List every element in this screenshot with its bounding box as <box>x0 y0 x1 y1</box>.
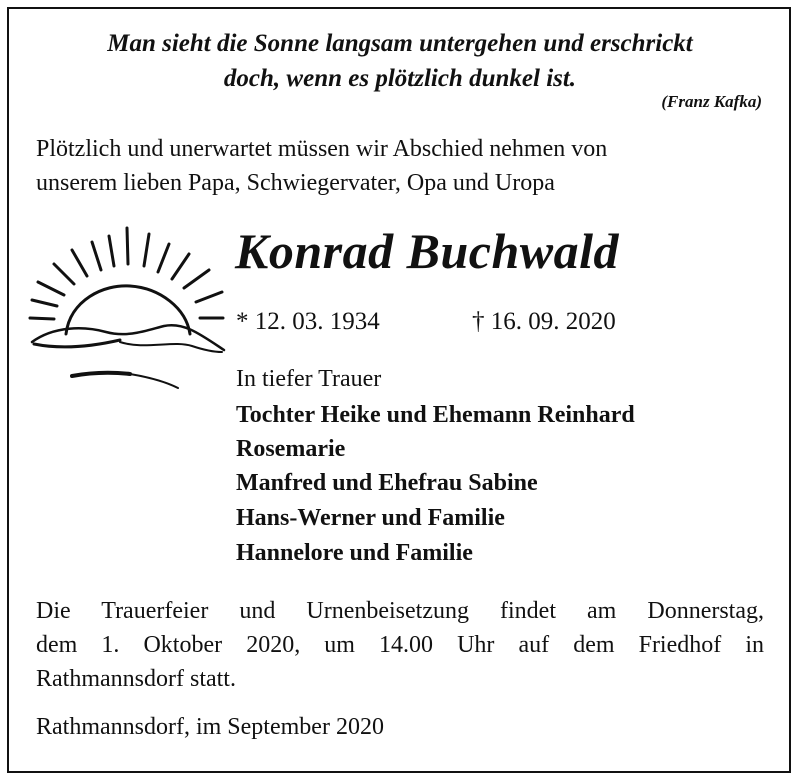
setting-sun-icon <box>24 222 234 397</box>
funeral-line-1: Die Trauerfeier und Urnenbeisetzung findet am Donnerstag, <box>36 598 764 624</box>
funeral-notice <box>36 594 764 696</box>
deceased-name: Konrad Buchwald <box>235 223 620 279</box>
mourning-heading: In tiefer Trauer <box>236 366 382 392</box>
funeral-line-2: dem 1. Oktober 2020, um 14.00 Uhr auf dem Friedhof in <box>36 632 764 658</box>
funeral-line-3: Rathmannsdorf statt. <box>36 666 236 692</box>
intro-line-2: unserem lieben Papa, Schwiegervater, Opa und Uropa <box>36 170 555 196</box>
intro-line-1: Plötzlich und unerwartet müssen wir Abschied nehmen von <box>36 136 608 162</box>
mourner-name: Manfred und Ehefrau Sabine <box>236 470 538 496</box>
quote-line-2: doch, wenn es plötzlich dunkel ist. <box>223 65 577 92</box>
mourner-name: Hans-Werner und Familie <box>236 505 505 531</box>
birth-date: * 12. 03. 1934 <box>236 308 380 335</box>
death-date: † 16. 09. 2020 <box>472 308 616 335</box>
quote-attribution: (Franz Kafka) <box>661 92 762 111</box>
mourner-name: Hannelore und Familie <box>236 540 473 566</box>
quote-line-1: Man sieht die Sonne langsam untergehen und erschrickt <box>107 30 693 57</box>
place-and-date: Rathmannsdorf, im September 2020 <box>36 714 384 740</box>
mourner-name: Tochter Heike und Ehemann Reinhard <box>236 402 635 428</box>
mourner-name: Rosemarie <box>236 436 346 462</box>
